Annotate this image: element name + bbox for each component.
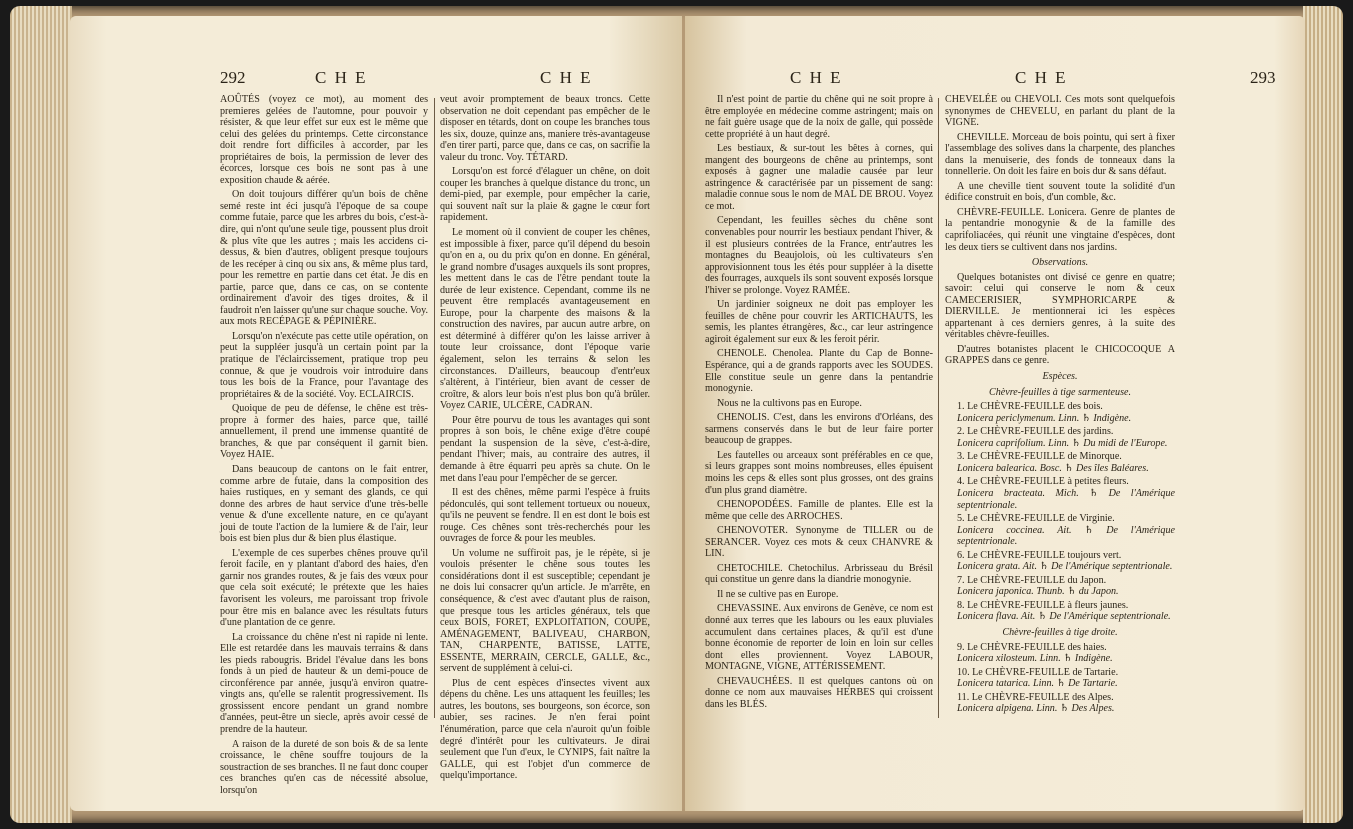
left-head-col2: C H E [540,68,593,87]
entry-chenopodees: CHENOPODÉES. Famille de plantes. Elle est la même que celle des ARROCHES. [705,499,933,522]
paragraph: Quoique de peu de défense, le chêne est très-propre à former des haies, parce que, taillé annuellement, il prend une immense quantité de branches, & que par conséquent il garnit bien. Voyez HAIE. [220,403,428,461]
paragraph: Pour être pourvu de tous les avantages qui sont propres à son bois, le chêne exige d'être coupé pendant la suspension de la sève, c'est-à-dire, pendant l'hiver; mais, au contraire des autres, il demande à être équarri peu après sa chute. On le met dans l'eau pour l'empêcher de se gercer. [440,414,650,484]
species-latin: Lonicera periclymenum. Linn. ♄ Indigène. [957,412,1132,424]
right-running-head [685,68,1305,94]
species-name: 8. Le CHÈVRE-FEUILLE à fleurs jaunes. [957,599,1129,611]
paragraph: Un volume ne suffiroit pas, je le répète, si je voulois présenter le chêne sous toutes les considérations dont il est susceptible; cependant je ne dois lui consacrer qu'un article. Je m'arrête, en conséquence, & c'est avec d'autant plus de raison, que presque tous les articles généraux, tels que ceux BOIS, FORET, EXPLOITATION, COUPE, AMÉNAGEMENT, BALIVEAU, CHARBON, TAN, CHARPENTE, BATISSE, LATTE, ESSENTE, MERRAIN, CERCLE, GALLE, &c., servent de supplément à celui-ci. [440,547,650,675]
right-head-col1: C H E [790,68,843,87]
species-latin: Lonicera bracteata. Mich. ♄ De l'Amérique septentrionale. [957,487,1175,511]
paragraph: La croissance du chêne n'est ni rapide ni lente. Elle est retardée dans les mauvais terrains & dans les pieds rabougris. Bridel l'évalue dans les bons fonds à un pied de hauteur & un demi-pouce de circonférence par année, jusqu'à environ quatre-vingts ans, qu'elle se ralentit progressivement. Ils grossissent encore pendant un grand nombre d'années, peut-être un siecle, après avoir cessé de prendre de la hauteur. [220,631,428,735]
right-page-number: 293 [1250,68,1276,87]
species-name: 4. Le CHÈVRE-FEUILLE à petites fleurs. [957,476,1129,488]
paragraph: Dans beaucoup de cantons on le fait entrer, comme arbre de futaie, dans la composition des haies rustiques, en y semant des glands, ce qui donne des arbres de haut service d'une très-belle venue & d'une excellente nature, en ce qu'ayant joui de toute l'action de la lumiere & de l'air, leur bois est bien plus dur & bien plus élastique. [220,463,428,545]
species-name: 10. Le CHÈVRE-FEUILLE de Tartarie. [957,666,1119,678]
species-latin: Lonicera grata. Ait. ♄ De l'Amérique septentrionale. [957,561,1173,573]
paragraph: Nous ne la cultivons pas en Europe. [717,397,862,409]
paragraph: On doit toujours différer qu'un bois de chêne semé reste int éci jusqu'à l'époque de sa coupe comme futaie, parce que les arbres du bois, c'est-à-dire, qui n'ont qu'une seule tige, poussent plus droit & plus vîte que les autres ; mais les accidens ci-dessus, & bien d'autres, obligent presque toujours de les recéper à cinq ou six ans, & même plus tard, pour les remettre en partie dans cet état. Je dis en partie, parce que, dans ce cas, on se contente ordinairement d'avoir des tiges droites, & il faudroit n'en laisser qu'une sur chaque souche. Voy. aux mots RECÉPAGE & PÉPINIÈRE. [220,189,428,328]
species-latin: Lonicera alpigena. Linn. ♄ Des Alpes. [957,703,1115,715]
paragraph: Il est des chênes, même parmi l'espèce à fruits pédonculés, qui sont tellement tortueux ou noueux, qu'ils ne peuvent se fendre. Il en est dont le bois est rouge. Ces chênes sont très-recherchés pour les ouvrages de force & pour les meubles. [440,487,650,545]
species-latin: Lonicera flava. Ait. ♄ De l'Amérique septentrionale. [957,611,1171,623]
left-page [70,16,682,811]
column-divider [938,98,939,718]
page-edges-left [10,6,72,823]
entry-chevelee: CHEVELÉE ou CHEVOLI. Ces mots sont quelquefois synonymes de CHEVELU, en parlant du plant de la VIGNE. [945,94,1175,129]
entry-cheville: CHEVILLE. Morceau de bois pointu, qui sert à fixer l'assemblage des solives dans la charpente, des planches dans la menuiserie, des fonds de tonneaux dans la tonnellerie. On doit les faire en bois dur & sans défaut. [945,131,1175,178]
paragraph: Lorsqu'on est forcé d'élaguer un chêne, on doit couper les branches à quelque distance du tronc, un demi-pied, par exemple, pour empêcher la carie, qui souvent naît sur la plaie & gagne le cœur fort rapidement. [440,166,650,224]
left-page-number: 292 [220,68,246,87]
entry-chevauchees: CHEVAUCHÉES. Il est quelques cantons où on donne ce nom aux mauvaises HERBES qui croissent dans les BLÉS. [705,675,933,710]
entry-chevassine: CHEVASSINE. Aux environs de Genève, ce nom est donné aux terres que les labours ou les eaux pluviales accumulent dans certaines places, & qu'il est d'une bonne économie de reporter de loin en loin sur celles dont elles proviennent. Voyez LABOUR, MONTAGNE, VIGNE, ATTÉRISSEMENT. [705,603,933,673]
paragraph: D'autres botanistes placent le CHICOCOQUE A GRAPPES dans ce genre. [945,343,1175,367]
left-column-2 [440,94,650,785]
paragraph: Le moment où il convient de couper les chênes, est impossible à fixer, parce qu'il dépend du besoin qu'on en a, ou du prix qu'on en donne. En général, le grand nombre d'usages auxquels ils sont propres, les mettent dans le cas de l'être pendant toute la durée de leur existence. Cependant, comme ils ne peuvent être remplacés avantageusement en Europe, pour la charpente des maisons & la construction des navires, par aucun autre arbre, on est déterminé à différer qu'on les laisse arriver à toute leur croissance, dont l'époque varie également, selon les terrains & selon les circonstances. D'ailleurs, beaucoup d'entr'eux s'altèrent, à l'intérieur, bien avant de cesser de croître, & alors leur bois n'est plus bon qu'à brûler. Voyez CARIE, ULCÈRE, CADRAN. [440,227,650,412]
entry-chenole: CHENOLE. Chenolea. Plante du Cap de Bonne-Espérance, qui a de grands rapports avec les SOUDES. Elle constitue seule un genre dans la pentandrie monogynie. [705,348,933,395]
paragraph: A une cheville tient souvent toute la solidité d'un édifice construit en bois, d'un comble, &c. [945,180,1175,204]
species-name: 5. Le CHÈVRE-FEUILLE de Virginie. [957,513,1115,525]
species-name: 1. Le CHÈVRE-FEUILLE des bois. [957,401,1103,413]
entry-chenovoter: CHENOVOTER. Synonyme de TILLER ou de SERANCER. Voyez ces mots & ceux CHANVRE & LIN. [705,525,933,560]
paragraph: Plus de cent espèces d'insectes vivent aux dépens du chêne. Les uns attaquent les feuilles; les autres, les boutons, ses bourgeons, son écorce, son aubier, ses racines. Je n'en ferai point l'énumération, parce que cela n'auroit qu'un foible degré d'intérêt pour les cultivateurs. Je dirai seulement que l'un d'eux, le CYNIPS, fait naître la GALLE, qui est l'objet d'un commerce de quelqu'importance. [440,677,650,782]
observations-heading: Observations. [1031,257,1089,269]
species-name: 7. Le CHÈVRE-FEUILLE du Japon. [957,574,1107,586]
entry-chevre-feuille: CHÈVRE-FEUILLE. Lonicera. Genre de plantes de la pentandrie monogynie & de la famille des caprifoliacées, qui réunit une vingtaine d'espèces, dont les deux tiers se cultivent dans nos jardins. [945,206,1175,253]
entry-chenolis: CHENOLIS. C'est, dans les environs d'Orléans, des sarmens conservés dans le but de leur faire porter beaucoup de grappes. [705,412,933,447]
column-divider [434,98,435,718]
species-latin: Lonicera balearica. Bosc. ♄ Des îles Baléares. [957,462,1149,474]
open-book [10,6,1343,823]
paragraph: Les bestiaux, & sur-tout les bêtes à cornes, qui mangent des bourgeons de chêne au printemps, sont exposés à gagner une maladie causée par leur astringence & caractérisée par un pissement de sang: maladie connue sous le nom de MAL DE BROU. Voyez ce mot. [705,143,933,212]
paragraph: Lorsqu'on n'exécute pas cette utile opération, on peut la suppléer jusqu'à un certain point par la pratique de l'éclaircissement, pratique trop peu connue, & que je voudrois voir introduire dans tous les bois de la France, pour l'avantage des propriétaires & de la société. Voy. ECLAIRCIS. [220,330,428,400]
species-name: 11. Le CHÈVRE-FEUILLE des Alpes. [957,691,1114,703]
right-column-2 [945,94,1175,717]
paragraph: AOÛTÉS (voyez ce mot), au moment des premieres gelées de l'automne, pour pouvoir y résister, & que leur effet sur eux est le même que celui des gelées du printemps. Cette circonstance doit rendre fort difficiles à accorder, par les propriétaires de bois, la permission de lever des écorces, lorsque ces bois ne sont pas à une exposition chaude & aérée. [220,94,428,186]
paragraph: Il n'est point de partie du chêne qui ne soit propre à être employée en médecine comme astringent; mais on ne fait guère usage que de la noix de galle, qui possède cette propriété à un haut degré. [705,94,933,140]
species-latin: Lonicera tatarica. Linn. ♄ De Tartarie. [957,678,1118,690]
species-latin: Lonicera caprifolium. Linn. ♄ Du midi de l'Europe. [957,437,1168,449]
species-name: 6. Le CHÈVRE-FEUILLE toujours vert. [957,549,1122,561]
paragraph: Un jardinier soigneux ne doit pas employer les feuilles de chêne pour couvrir les ARTICHAUTS, les semis, les plantes étrangères, &c., car leur astringence agiroit également sur eux & les feroit périr. [705,299,933,345]
species-name: 2. Le CHÈVRE-FEUILLE des jardins. [957,426,1114,438]
left-head-col1: C H E [315,68,368,87]
paragraph: Quelques botanistes ont divisé ce genre en quatre; savoir: celui qui conserve le nom & ceux CAMECERISIER, SYMPHORICARPE & DIERVILLE. Je mentionnerai ici les espèces appartenant à ces derniers genres, à la suite des véritables chèvre-feuilles. [945,271,1175,341]
left-column-1 [220,94,428,799]
left-running-head [70,68,682,94]
group-heading: Chèvre-feuilles à tige sarmenteuse. [988,386,1132,398]
right-page [685,16,1305,811]
right-column-1 [705,94,933,713]
species-name: 3. Le CHÈVRE-FEUILLE de Minorque. [957,451,1122,463]
paragraph: A raison de la dureté de son bois & de sa lente croissance, le chêne souffre toujours de la soustraction de ses branches. Il ne faut donc couper ces branches qu'en cas de nécessité absolue, lorsqu'on [220,738,428,796]
paragraph: Les fautelles ou arceaux sont préférables en ce que, si leurs grappes sont moins nombreuses, elles épuisent moins les ceps & elles sont plus grosses, ont des grains d'un plus grand diamètre. [705,449,933,496]
species-latin: Lonicera coccinea. Ait. ♄ De l'Amérique septentrionale. [957,524,1175,548]
species-latin: Lonicera japonica. Thunb. ♄ du Japon. [957,586,1119,598]
paragraph: Il ne se cultive pas en Europe. [717,588,839,600]
page-edges-right [1303,6,1343,823]
group-heading: Chèvre-feuilles à tige droite. [1002,626,1118,638]
species-latin: Lonicera xilosteum. Linn. ♄ Indigène. [957,653,1113,665]
species-name: 9. Le CHÈVRE-FEUILLE des haies. [957,641,1107,653]
paragraph: veut avoir promptement de beaux troncs. Cette observation ne doit cependant pas empêcher de le disposer en tétards, dont on coupe les branches tous les six, douze, quinze ans, maniere très-avantageuse d'en tirer parti, parce que, dans ce cas, on sacrifie la valeur du tronc. Voy. TÉTARD. [440,94,650,163]
paragraph: L'exemple de ces superbes chênes prouve qu'il feroit facile, en y plantant d'abord des haies, d'en garnir nos grandes routes, & je fais des vœux pour que cela soit exécuté; le prétexte que les haies favorisent les voleurs, me paroissant trop frivole pour être mis en balance avec les résultats futurs d'une plantation de ce genre. [220,547,428,629]
especes-heading: Espèces. [1042,371,1078,383]
entry-chetochile: CHETOCHILE. Chetochilus. Arbrisseau du Brésil qui constitue un genre dans la diandrie monogynie. [705,562,933,586]
right-head-col2: C H E [1015,68,1068,87]
paragraph: Cependant, les feuilles sèches du chêne sont convenables pour nourrir les bestiaux pendant l'hiver, & il est plusieurs contrées de la France, entr'autres les montagnes du Beaujolois, où les cultivateurs s'en approvisionnent tous les étés pour suppléer à la disette des fourrages, auxquels ils sont souvent exposés lorsque l'hiver se prolonge. Voyez RAMÉE. [705,215,933,296]
